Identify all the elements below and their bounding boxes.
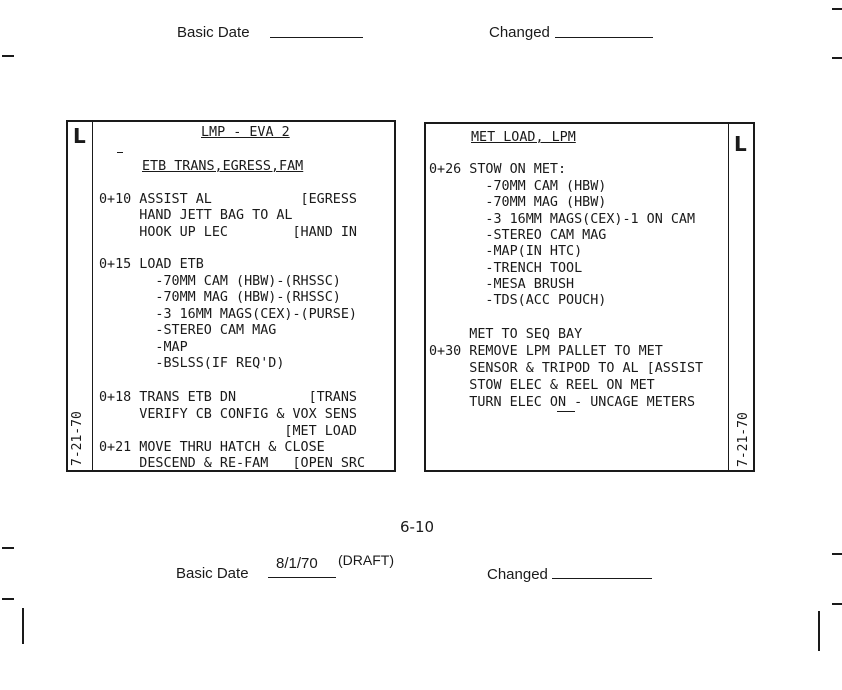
right-card-line: -70MM CAM (HBW) <box>429 179 607 194</box>
right-card-line: -MESA BRUSH <box>429 277 575 292</box>
header-basic-date-label: Basic Date <box>177 24 250 41</box>
right-card-line: MET TO SEQ BAY <box>429 327 583 342</box>
margin-mark <box>2 547 14 549</box>
left-card-line: HOOK UP LEC [HAND IN <box>99 225 357 240</box>
stray-mark <box>117 152 123 153</box>
left-card-line: -70MM MAG (HBW)-(RHSSC) <box>99 290 341 305</box>
left-card-line: DESCEND & RE-FAM [OPEN SRC <box>99 456 366 471</box>
right-card-line: -3 16MM MAGS(CEX)-1 ON CAM <box>429 212 696 227</box>
right-card-line: TURN ELEC ON - UNCAGE METERS <box>429 395 696 410</box>
left-card-line: -BSLSS(IF REQ'D) <box>99 356 285 371</box>
left-card-section-title: ETB TRANS,EGRESS,FAM <box>142 159 304 174</box>
left-card-line: 0+18 TRANS ETB DN [TRANS <box>99 390 357 405</box>
left-card-date-vertical: 7-21-70 <box>70 411 85 466</box>
left-card-line: HAND JETT BAG TO AL <box>99 208 293 223</box>
right-card-line: 0+26 STOW ON MET: <box>429 162 567 177</box>
margin-mark <box>832 57 842 59</box>
right-card-corner-letter: L <box>734 132 747 156</box>
footer-draft-label: (DRAFT) <box>338 552 394 568</box>
header-changed-line <box>555 37 653 38</box>
on-underline <box>557 411 575 412</box>
footer-changed-line <box>552 578 652 579</box>
page-number: 6-10 <box>400 518 435 536</box>
left-card-line: -3 16MM MAGS(CEX)-(PURSE) <box>99 307 357 322</box>
left-checklist-card <box>66 120 396 472</box>
margin-mark <box>832 553 842 555</box>
right-card-title: MET LOAD, LPM <box>471 130 576 145</box>
left-card-title: LMP - EVA 2 <box>201 125 290 140</box>
footer-changed-label: Changed <box>487 566 548 583</box>
margin-mark <box>2 598 14 600</box>
margin-mark <box>22 608 24 644</box>
left-card-line: -70MM CAM (HBW)-(RHSSC) <box>99 274 341 289</box>
left-card-line: 0+10 ASSIST AL [EGRESS <box>99 192 357 207</box>
left-card-line: -STEREO CAM MAG <box>99 323 277 338</box>
left-card-line: -MAP <box>99 340 188 355</box>
header-basic-date-line <box>270 37 363 38</box>
header-changed-label: Changed <box>489 24 550 41</box>
right-checklist-card <box>424 122 755 472</box>
right-card-line: SENSOR & TRIPOD TO AL [ASSIST <box>429 361 704 376</box>
left-card-line: [MET LOAD <box>99 424 357 439</box>
footer-basic-date-label: Basic Date <box>176 565 249 582</box>
footer-basic-date-value: 8/1/70 <box>276 555 318 572</box>
footer-basic-date-line <box>268 577 336 578</box>
right-card-line: 0+30 REMOVE LPM PALLET TO MET <box>429 344 663 359</box>
right-card-date-vertical: 7-21-70 <box>736 412 751 467</box>
margin-mark <box>832 8 842 10</box>
right-card-line: -TRENCH TOOL <box>429 261 583 276</box>
left-card-line: VERIFY CB CONFIG & VOX SENS <box>99 407 357 422</box>
left-card-line: 0+15 LOAD ETB <box>99 257 204 272</box>
left-card-corner-letter: L <box>73 124 86 148</box>
right-card-line: -TDS(ACC POUCH) <box>429 293 607 308</box>
margin-mark <box>2 55 14 57</box>
right-card-line: -70MM MAG (HBW) <box>429 195 607 210</box>
left-card-line: 0+21 MOVE THRU HATCH & CLOSE <box>99 440 325 455</box>
margin-mark <box>818 611 820 651</box>
right-card-line: -STEREO CAM MAG <box>429 228 607 243</box>
margin-mark <box>832 603 842 605</box>
right-card-line: -MAP(IN HTC) <box>429 244 583 259</box>
right-card-line: STOW ELEC & REEL ON MET <box>429 378 655 393</box>
